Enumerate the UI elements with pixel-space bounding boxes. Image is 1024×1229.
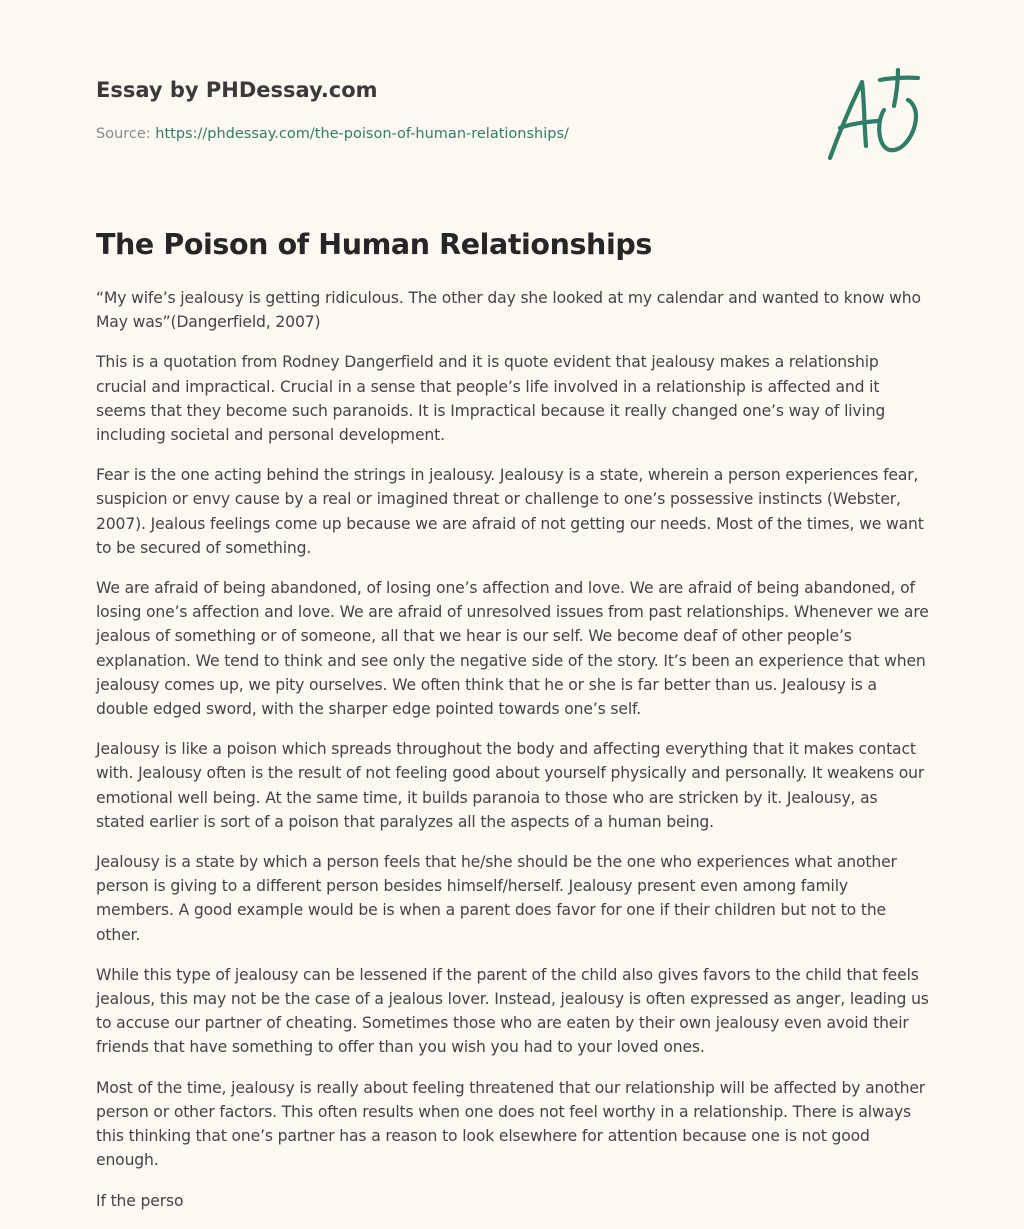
- essay-paragraph: We are afraid of being abandoned, of losing one’s affection and love. We are afraid of being abandoned, of losing one’s affection and love. We are afraid of unresolved issues from past relationships. Whenever we are jealous of something or of someone, all that we hear is our self. We become deaf of other people’s explanation. We tend to think and see only the negative side of the story. It’s been an experience that when jealousy comes up, we pity ourselves. We often think that he or she is far better than us. Jealousy is a double edged sword, with the sharper edge pointed towards one’s self.: [96, 579, 929, 719]
- source-line: [96, 124, 796, 144]
- essay-paragraph: Jealousy is like a poison which spreads throughout the body and affecting everything that it makes contact with. Jealousy often is the result of not feeling good about yourself physically and personally. It weakens our emotional well being. At the same time, it builds paranoia to those who are stricken by it. Jealousy, as stated earlier is sort of a poison that paralyzes all the aspects of a human being.: [96, 740, 925, 831]
- page-header: [96, 76, 796, 144]
- essay-paragraph: “My wife’s jealousy is getting ridiculous. The other day she looked at my calendar and wanted to know who May was”(Dangerfield, 2007): [96, 289, 921, 332]
- essay-body: [96, 286, 930, 1229]
- a-plus-grade-icon: [820, 66, 930, 166]
- essay-paragraph: Jealousy is a state by which a person feels that he/she should be the one who experiences what another person is giving to a different person besides himself/herself. Jealousy present even among family members. A good example would be is when a parent does favor for one if their children but not to the other.: [96, 853, 897, 944]
- source-label: Source:: [96, 126, 156, 142]
- essay-paragraph: This is a quotation from Rodney Dangerfield and it is quote evident that jealousy makes a relationship crucial and impractical. Crucial in a sense that people’s life involved in a relationship is affected and it seems that they become such paranoids. It is Impractical because it really changed one’s way of living including societal and personal development.: [96, 353, 886, 445]
- essay-title: The Poison of Human Relationships: [96, 228, 652, 261]
- essay-paragraph: Most of the time, jealousy is really about feeling threatened that our relationship will be affected by another person or other factors. This often results when one does not feel worthy in a relationship. There is always this thinking that one’s partner has a reason to look elsewhere for attention because one is not good enough.: [96, 1078, 926, 1170]
- essay-paragraph: While this type of jealousy can be lessened if the parent of the child also gives favors to the child that feels jealous, this may not be the case of a jealous lover. Instead, jealousy is often expressed as anger, leading us to accuse our partner of cheating. Sometimes those who are eaten by their own jealousy even avoid their friends that have something to offer than you wish you had to your loved ones.: [96, 965, 929, 1057]
- source-link[interactable]: https://phdessay.com/the-poison-of-human-relationships/: [155, 126, 569, 142]
- essay-paragraph: Fear is the one acting behind the strings in jealousy. Jealousy is a state, wherein a person experiences fear, suspicion or envy cause by a real or imagined threat or challenge to one’s possessive instincts (Webster, 2007). Jealous feelings come up because we are afraid of not getting our needs. Most of the times, we want to be secured of something.: [96, 466, 924, 557]
- site-brand: Essay by PHDessay.com: [96, 78, 378, 102]
- essay-paragraph-truncated: If the perso: [96, 1191, 184, 1210]
